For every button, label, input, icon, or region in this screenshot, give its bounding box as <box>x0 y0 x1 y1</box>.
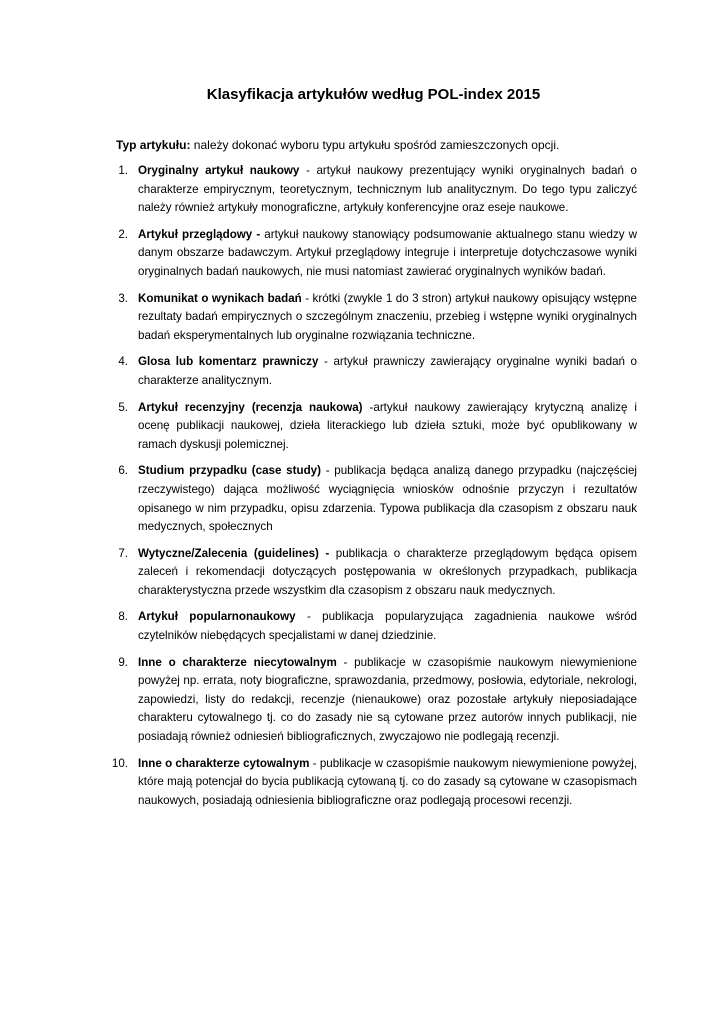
item-description: - publikacje w czasopiśmie naukowym niewymienione powyżej, które mają potencjał do bycia publikacją cytowaną tj. co do zasady są cytowane w czasopismach naukowych, posiadają odniesienia bibliograficzne oraz podlegają procesowi recenzji. <box>138 756 637 807</box>
item-number: 9. <box>118 655 128 669</box>
intro-label: Typ artykułu: <box>116 138 191 152</box>
item-number: 4. <box>118 355 128 369</box>
list-item <box>90 654 637 747</box>
list-item <box>90 290 637 346</box>
item-description: - publikacja popularyzująca zagadnienia naukowe wśród czytelników niebędących specjalistami w danej dziedzinie. <box>138 610 637 643</box>
item-term: Oryginalny artykuł naukowy <box>138 164 300 177</box>
list-item <box>90 755 637 811</box>
item-description: -artykuł naukowy zawierający krytyczną analizę i ocenę publikacji naukowej, dzieła literackiego lub dzieła sztuki, może być opublikowany w ramach dyskusji polemicznej. <box>138 400 637 451</box>
intro-paragraph <box>116 136 637 155</box>
item-number: 7. <box>118 546 128 560</box>
item-number: 6. <box>118 464 128 478</box>
document-title: Klasyfikacja artykułów według POL-index 2015 <box>206 86 541 103</box>
article-type-list <box>90 162 637 810</box>
item-term: Studium przypadku (case study) <box>138 464 321 478</box>
list-item <box>90 226 637 282</box>
item-description: - publikacja będąca analizą danego przypadku (najczęściej rzeczywistego) dająca możliwość wyciągnięcia wniosków odnośnie przyczyn i rezultatów opisanego w nim przypadku, opisu zdarzenia. Typowa publikacja dla czasopism z obszaru nauk medycznych, społecznych <box>138 464 637 534</box>
item-term: Inne o charakterze cytowalnym <box>138 756 310 770</box>
list-item <box>90 462 637 536</box>
list-item <box>90 608 637 645</box>
item-term: Artykuł recenzyjny (recenzja naukowa) <box>138 400 363 414</box>
item-description: - krótki (zwykle 1 do 3 stron) artykuł naukowy opisujący wstępne rezultaty badań empirycznych o szczególnym znaczeniu, przebieg i wstępne wyniki oryginalnych badań eksperymentalnych lub oryginalne rozwiązania techniczne. <box>138 291 637 342</box>
list-item <box>90 353 637 390</box>
item-term: Wytyczne/Zalecenia (guidelines) - <box>138 546 330 560</box>
list-item <box>90 545 637 601</box>
intro-text: należy dokonać wyboru typu artykułu spośród zamieszczonych opcji. <box>190 138 560 152</box>
item-number: 3. <box>118 291 128 305</box>
item-description: - publikacje w czasopiśmie naukowym niewymienione powyżej np. errata, noty biograficzne, sprawozdania, przedmowy, posłowia, edytoriale, nekrologi, zapowiedzi, listy do redakcji, recenzje (nienaukowe) oraz pozostałe artykuły nieposiadające charakteru cytowalnego tj. co do zasady nie są cytowane przez autorów innych publikacji, nie posiadają również odniesień bibliograficznych, zwyczajowo nie podlegają recenzji. <box>138 655 637 744</box>
item-number: 2. <box>118 227 128 241</box>
list-item <box>90 162 637 218</box>
item-number: 10. <box>111 756 128 770</box>
item-description: publikacja o charakterze przeglądowym będąca opisem zaleceń i rekomendacji dotyczących postępowania w określonych przypadkach, publikacja charakterystyczna przede wszystkim dla czasopism z obszaru nauk medycznych. <box>138 546 637 597</box>
item-number: 8. <box>118 610 128 624</box>
item-term: Inne o charakterze niecytowalnym <box>138 655 337 669</box>
item-number: 1. <box>118 164 128 177</box>
item-description: - artykuł prawniczy zawierający oryginalne wyniki badań o charakterze analitycznym. <box>138 355 638 387</box>
item-term: Artykuł popularnonaukowy <box>138 610 296 624</box>
item-description: artykuł naukowy stanowiący podsumowanie aktualnego stanu wiedzy w danym obszarze badawczym. Artykuł przeglądowy integruje i interpretuje dotychczasowe wyniki oryginalnych badań naukowych, nie musi natomiast zawierać oryginalnych wyników badań. <box>138 227 638 278</box>
item-number: 5. <box>118 400 128 414</box>
item-term: Glosa lub komentarz prawniczy <box>138 355 319 369</box>
list-item <box>90 399 637 455</box>
item-description: - artykuł naukowy prezentujący wyniki oryginalnych badań o charakterze empirycznym, teoretycznym, technicznym lub analitycznym. Do tego typu zaliczyć należy również artykuły monograficzne, artykuły konferencyjne oraz eseje naukowe. <box>138 164 637 215</box>
item-term: Komunikat o wynikach badań <box>138 291 302 305</box>
item-term: Artykuł przeglądowy - <box>138 227 261 241</box>
